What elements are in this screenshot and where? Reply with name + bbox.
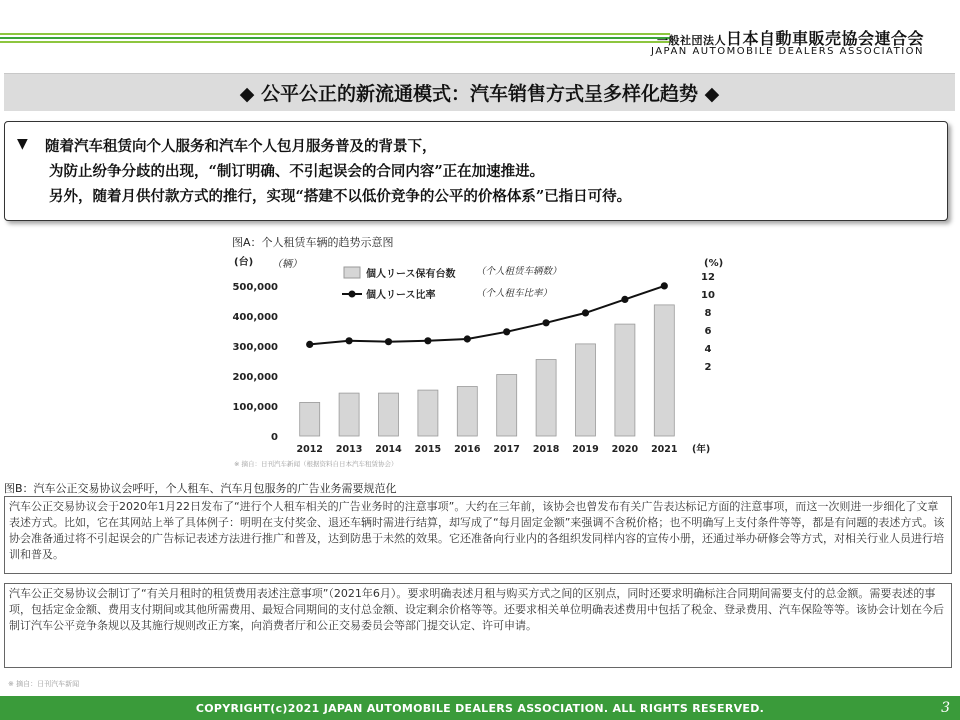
series-point-ratio (424, 337, 431, 344)
summary-line-3: 另外，随着月供付款方式的推行，实现“搭建不以低价竞争的公平的价格体系”已指日可待。 (49, 188, 632, 205)
header-decoration-lines (0, 33, 670, 45)
series-point-ratio (464, 335, 471, 342)
figure-b-source: ※ 摘自：日刊汽车新闻 (8, 680, 80, 688)
x-axis-year-suffix: (年) (692, 444, 711, 455)
chart-bar (300, 402, 320, 436)
x-tick-label: 2021 (651, 444, 678, 455)
title-bar (4, 73, 955, 111)
chart-bar (457, 387, 477, 437)
legend-note-bar: （个人租赁车辆数） (476, 266, 562, 277)
y-left-tick-label: 400,000 (232, 312, 278, 323)
series-point-ratio (543, 319, 550, 326)
series-point-ratio (385, 338, 392, 345)
chart-bar (339, 393, 359, 436)
chart-bar (497, 375, 517, 437)
y-left-tick-label: 300,000 (232, 342, 278, 353)
x-tick-label: 2018 (532, 444, 560, 455)
chart-bar (615, 324, 635, 436)
legend-label-bar: 個人リース保有台数 (366, 269, 456, 280)
text-box-1-content: 汽车公正交易协议会于2020年1月22日发布了“进行个人租车相关的广告业务时的注意事项”。大约在三年前，该协会也曾发布有关广告表达标记方面的注意事项，而这一次则进一步细化了文章表述方式。比如，它在其网站上举了具体例子：明明在支付奖金、退还车辆时需进行结算，却写成了“每月固定金额”来强调不含税价格；也不明确写上支付条件等等，都是有问题的表述方式。该协会准备通过将不引起误会的广告标记表述方法进行推广和普及，达到防患于未然的效果。它还准备向行业内的各组织发同样内容的宣传小册，还通过举办研修会等方式，对相关行业人员进行培训和普及。 (9, 500, 945, 561)
org-logo-jp: 一般社団法人日本自動車販売協会連合会 (656, 29, 924, 48)
copyright-text: COPYRIGHT(c)2021 JAPAN AUTOMOBILE DEALERS ASSOCIATION. ALL RIGHTS RESERVED. (195, 701, 765, 715)
x-tick-label: 2015 (414, 444, 442, 455)
text-box-2-content: 汽车公正交易协议会制订了“有关月租时的租赁费用表述注意事项”（2021年6月）。要求明确表述月租与购买方式之间的区别点，同时还要求明确标注合同期间需要支付的总金额。需要表述的事项，包括定金金额、费用支付期间或其他所需费用、最短合同期间的支付总金额、设定剩余价格等等。还要求相关单位明确表述费用中包括了税金、登录费用、汽车保险等等。该协会计划在今后制订汽车公平竞争条规以及其施行规则改正方案，向消费者厅和公正交易委员会等部门提交认定、许可申请。 (9, 587, 944, 632)
series-point-ratio (661, 282, 668, 289)
y-right-tick-label: 2 (704, 362, 712, 373)
page-title: ◆ 公平公正的新流通模式：汽车销售方式呈多样化趋势 ◆ (239, 83, 720, 105)
series-point-ratio (621, 296, 628, 303)
series-point-ratio (503, 328, 510, 335)
x-tick-label: 2016 (454, 444, 481, 455)
series-point-ratio (306, 341, 313, 348)
page-number: 3 (941, 700, 950, 716)
x-tick-label: 2012 (296, 444, 323, 455)
legend-swatch-bar (344, 267, 360, 278)
summary-line-2: 为防止纷争分歧的出现，“制订明确、不引起误会的合同内容”正在加速推进。 (49, 163, 545, 180)
y-left-tick-label: 0 (271, 432, 278, 443)
right-axis-unit: (%) (704, 258, 724, 269)
summary-line-1: 随着汽车租赁向个人服务和汽车个人包月服务普及的背景下， (45, 138, 437, 155)
left-axis-unit: (台) (234, 257, 254, 268)
y-right-tick-label: 8 (704, 308, 712, 319)
triangle-marker-icon: ▼ (17, 136, 28, 152)
text-box-1 (4, 496, 952, 574)
y-right-tick-label: 6 (704, 326, 712, 337)
y-right-tick-label: 10 (701, 290, 715, 301)
figure-b-caption: 图B：汽车公正交易协议会呼吁，个人租车、汽车月包服务的广告业务需要规范化 (4, 482, 397, 495)
x-tick-label: 2014 (375, 444, 402, 455)
left-axis-unit-note: （辆） (272, 259, 302, 270)
org-logo-en: JAPAN AUTOMOBILE DEALERS ASSOCIATION (650, 46, 924, 57)
x-tick-label: 2020 (611, 444, 639, 455)
chart-bar (418, 390, 438, 436)
text-box-2 (4, 583, 952, 668)
x-tick-label: 2013 (335, 444, 363, 455)
summary-box (4, 121, 948, 221)
chart-bar (379, 393, 399, 436)
y-left-tick-label: 100,000 (232, 402, 278, 413)
figure-a-source: ※ 摘自：日刊汽车新闻（根据资料自日本汽车租赁协会） (234, 460, 398, 468)
chart-bar (536, 360, 556, 437)
legend-note-line: （个人租车比率） (476, 288, 553, 299)
y-left-tick-label: 500,000 (232, 282, 278, 293)
series-point-ratio (346, 337, 353, 344)
y-left-tick-label: 200,000 (232, 372, 278, 383)
lease-trend-chart (228, 250, 728, 472)
legend-label-line: 個人リース比率 (366, 290, 436, 301)
series-point-ratio (582, 309, 589, 316)
figure-a-caption: 图A：个人租赁车辆的趋势示意图 (232, 236, 394, 249)
x-tick-label: 2017 (493, 444, 520, 455)
chart-bar (576, 344, 596, 436)
x-tick-label: 2019 (572, 444, 599, 455)
legend-marker-line (349, 291, 356, 298)
y-right-tick-label: 12 (701, 272, 715, 283)
footer-bar (0, 696, 960, 720)
y-right-tick-label: 4 (704, 344, 712, 355)
chart-bar (654, 305, 674, 436)
